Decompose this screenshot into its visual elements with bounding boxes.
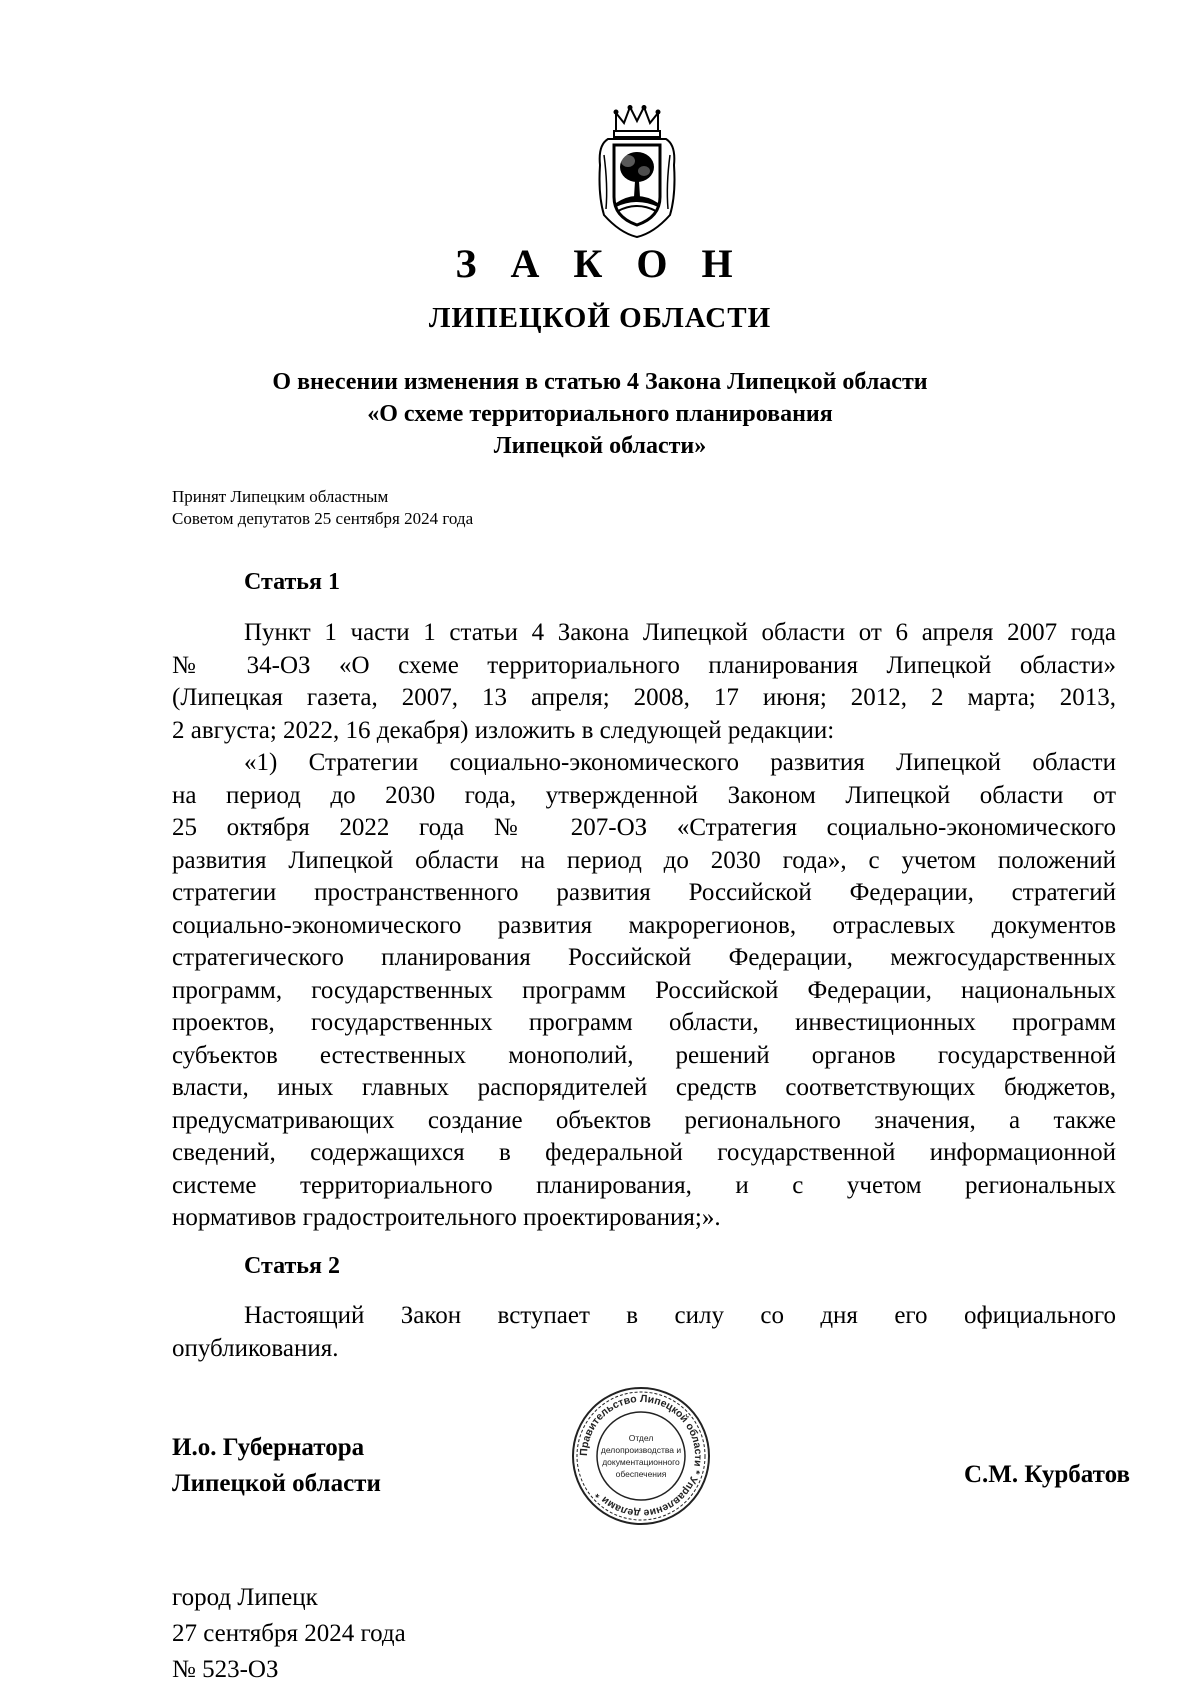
article-2-heading: Статья 2	[244, 1253, 340, 1279]
text-line: 25 октября 2022 года № 207-ОЗ «Стратегия социально-экономического	[172, 814, 1116, 841]
text-line: стратегического планирования Российской Федерации, межгосударственных	[172, 944, 1116, 971]
text-line: «1) Стратегии социально-экономического развития Липецкой области	[244, 749, 1116, 776]
subject-line: Липецкой области»	[493, 433, 707, 459]
stamp-center-line: Отдел	[628, 1433, 654, 1443]
law-subject	[200, 366, 1000, 462]
law-region: ЛИПЕЦКОЙ ОБЛАСТИ	[428, 302, 772, 334]
text-line: власти, иных главных распорядителей средств соответствующих бюджетов,	[172, 1074, 1116, 1101]
footer-city: город Липецк	[172, 1584, 318, 1611]
article-1-heading: Статья 1	[244, 569, 340, 595]
adoption-line: Принят Липецким областным	[172, 487, 389, 506]
text-line: предусматривающих создание объектов регионального значения, а также	[172, 1106, 1116, 1134]
text-line: на период до 2030 года, утвержденной Законом Липецкой области от	[172, 781, 1116, 809]
text-line: программ, государственных программ Российской Федерации, национальных	[172, 976, 1116, 1004]
text-line: сведений, содержащихся в федеральной государственной информационной	[172, 1139, 1116, 1166]
stamp-center-line: делопроизводства и	[600, 1445, 682, 1455]
law-title: З А К О Н	[455, 241, 745, 286]
text-line: нормативов градостроительного проектирования;».	[172, 1204, 721, 1231]
signer-position	[172, 1430, 381, 1502]
coat-of-arms-emblem	[594, 105, 680, 240]
text-line: Настоящий Закон вступает в силу со дня его официального	[244, 1302, 1116, 1329]
text-line: проектов, государственных программ области, инвестиционных программ	[172, 1009, 1116, 1036]
text-line: социально-экономического развития макрорегионов, отраслевых документов	[172, 911, 1116, 939]
signer-position-line: Липецкой области	[172, 1470, 381, 1497]
text-line: 2 августа; 2022, 16 декабря) изложить в следующей редакции:	[172, 716, 835, 744]
text-line: Пункт 1 части 1 статьи 4 Закона Липецкой области от 6 апреля 2007 года	[244, 619, 1116, 646]
text-line: опубликования.	[172, 1334, 339, 1362]
subject-line: «О схеме территориального планирования	[367, 401, 833, 427]
text-line: № 34-ОЗ «О схеме территориального планирования Липецкой области»	[172, 651, 1116, 679]
stamp-center-line: документационного	[602, 1457, 680, 1467]
text-line: стратегии пространственного развития Российской Федерации, стратегий	[172, 879, 1116, 906]
document-footer	[172, 1580, 406, 1688]
signer-position-line: И.о. Губернатора	[172, 1434, 365, 1461]
signer-name: С.М. Курбатов	[964, 1461, 1130, 1488]
text-line: системе территориального планирования, и с учетом региональных	[172, 1171, 1116, 1199]
text-line: (Липецкая газета, 2007, 13 апреля; 2008, 17 июня; 2012, 2 марта; 2013,	[172, 684, 1116, 711]
article-1-body	[172, 617, 1116, 1235]
adoption-line: Советом депутатов 25 сентября 2024 года	[172, 509, 474, 528]
stamp-center-line: обеспечения	[615, 1469, 667, 1479]
footer-date: 27 сентября 2024 года	[172, 1620, 406, 1647]
text-line: развития Липецкой области на период до 2030 года», с учетом положений	[172, 846, 1116, 874]
stamp-ring-text: Правительство Липецкой области * Управление делами *	[577, 1392, 705, 1520]
footer-number: № 523-ОЗ	[172, 1656, 279, 1683]
official-stamp	[570, 1385, 712, 1527]
subject-line: О внесении изменения в статью 4 Закона Липецкой области	[272, 369, 928, 395]
adoption-note	[172, 486, 473, 530]
article-2-body	[172, 1300, 1116, 1365]
text-line: субъектов естественных монополий, решений органов государственной	[172, 1041, 1116, 1069]
